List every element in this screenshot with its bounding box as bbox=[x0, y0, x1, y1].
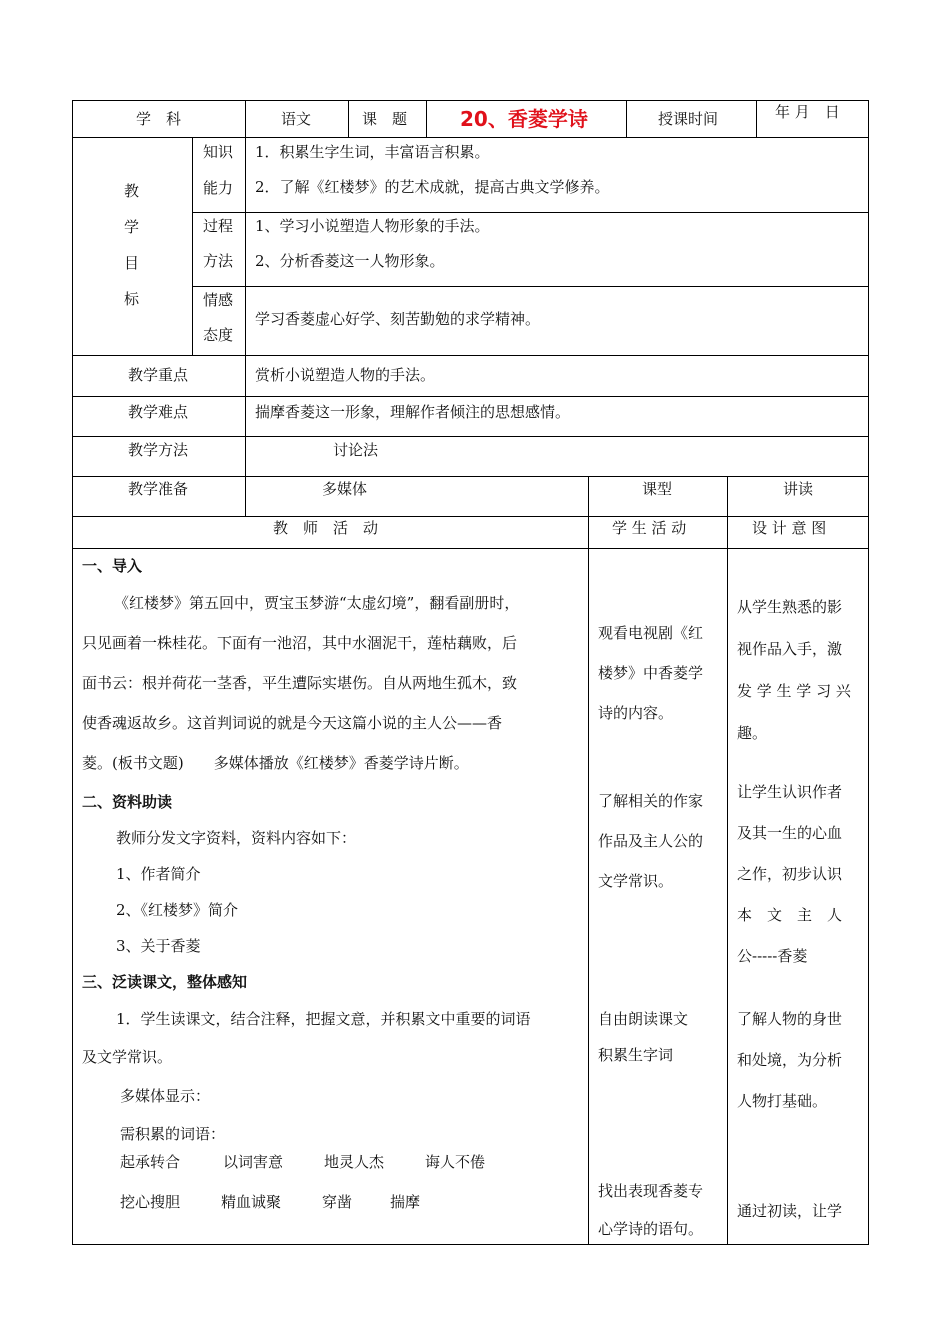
section-1-line: 使香魂返故乡。这首判词说的就是今天这篇小说的主人公——香 bbox=[82, 714, 503, 732]
vocab-word: 揣摩 bbox=[390, 1193, 421, 1211]
prep-label: 教学准备 bbox=[128, 480, 189, 498]
section-3-line: 1．学生读课文，结合注释，把握文意，并积累文中重要的词语 bbox=[116, 1010, 531, 1028]
process-line-2: 2、分析香菱这一人物形象。 bbox=[255, 252, 445, 270]
section-3-title: 三、泛读课文，整体感知 bbox=[82, 973, 248, 991]
objectives-label-2: 学 bbox=[124, 218, 140, 236]
section-1-line: 面书云：根并荷花一茎香，平生遭际实堪伤。自从两地生孤木，致 bbox=[82, 674, 518, 692]
knowledge-line-1: 1．积累生字生词，丰富语言积累。 bbox=[255, 143, 490, 161]
design-line: 从学生熟悉的影 bbox=[737, 598, 843, 616]
difficulty-label: 教学难点 bbox=[128, 403, 189, 421]
vocab-word: 以词害意 bbox=[223, 1153, 284, 1171]
section-2-title: 二、资料助读 bbox=[82, 793, 173, 811]
difficulty-value: 揣摩香菱这一形象，理解作者倾注的思想感情。 bbox=[255, 403, 571, 421]
student-line: 了解相关的作家 bbox=[598, 792, 704, 810]
section-1-title: 一、导入 bbox=[82, 557, 143, 575]
design-line: 视作品入手，激 bbox=[737, 640, 843, 658]
date-placeholder: 年 月 日 bbox=[775, 103, 840, 121]
key-point-value: 赏析小说塑造人物的手法。 bbox=[255, 366, 436, 384]
design-line: 发 学 生 学 习 兴 bbox=[737, 682, 851, 700]
section-3-line: 及文学常识。 bbox=[82, 1048, 173, 1066]
design-intent-header: 设 计 意 图 bbox=[752, 519, 827, 537]
student-line: 观看电视剧《红 bbox=[598, 624, 704, 642]
section-1-line: 菱。(板书文题) 多媒体播放《红楼梦》香菱学诗片断。 bbox=[82, 754, 469, 772]
student-line: 诗的内容。 bbox=[598, 704, 674, 722]
subject-label: 学 科 bbox=[136, 110, 182, 128]
knowledge-line-2: 2．了解《红楼梦》的艺术成就，提高古典文学修养。 bbox=[255, 178, 610, 196]
knowledge-label-2: 能力 bbox=[203, 179, 234, 197]
student-line: 自由朗读课文 bbox=[598, 1010, 689, 1028]
topic-label: 课 题 bbox=[362, 110, 408, 128]
design-line: 及其一生的心血 bbox=[737, 824, 843, 842]
key-point-label: 教学重点 bbox=[128, 366, 189, 384]
vocab-word: 地灵人杰 bbox=[324, 1153, 385, 1171]
design-line: 通过初读，让学 bbox=[737, 1202, 843, 1220]
subject-value: 语文 bbox=[281, 110, 312, 128]
process-label-2: 方法 bbox=[203, 252, 234, 270]
section-2-line: 3、关于香菱 bbox=[116, 937, 201, 955]
vocab-word: 诲人不倦 bbox=[425, 1153, 486, 1171]
knowledge-label-1: 知识 bbox=[203, 143, 234, 161]
process-line-1: 1、学习小说塑造人物形象的手法。 bbox=[255, 217, 490, 235]
design-line: 趣。 bbox=[737, 724, 768, 742]
student-line: 作品及主人公的 bbox=[598, 832, 704, 850]
student-line: 楼梦》中香菱学 bbox=[598, 664, 704, 682]
vocab-word: 挖心搜胆 bbox=[120, 1193, 181, 1211]
vocab-word: 起承转合 bbox=[120, 1153, 181, 1171]
section-3-line: 需积累的词语： bbox=[120, 1125, 226, 1143]
design-line: 了解人物的身世 bbox=[737, 1010, 843, 1028]
vocab-word: 穿凿 bbox=[322, 1193, 353, 1211]
lesson-type-label: 课型 bbox=[642, 480, 673, 498]
emotion-label-2: 态度 bbox=[203, 326, 234, 344]
design-line: 让学生认识作者 bbox=[737, 783, 843, 801]
design-line: 公-----香菱 bbox=[737, 947, 808, 965]
section-2-line: 1、作者简介 bbox=[116, 865, 201, 883]
section-1-line: 《红楼梦》第五回中，贾宝玉梦游“太虚幻境”，翻看副册时， bbox=[114, 594, 520, 612]
student-line: 文学常识。 bbox=[598, 872, 674, 890]
objectives-label-1: 教 bbox=[124, 182, 140, 200]
student-line: 心学诗的语句。 bbox=[598, 1220, 704, 1238]
objectives-label-4: 标 bbox=[124, 290, 140, 308]
method-value: 讨论法 bbox=[333, 441, 379, 459]
design-line: 和处境，为分析 bbox=[737, 1051, 843, 1069]
section-2-line: 教师分发文字资料，资料内容如下： bbox=[116, 829, 357, 847]
lesson-title: 20、香菱学诗 bbox=[460, 107, 588, 131]
lesson-type-value: 讲读 bbox=[783, 480, 814, 498]
section-2-line: 2、《红楼梦》简介 bbox=[116, 901, 239, 919]
emotion-label-1: 情感 bbox=[203, 291, 234, 309]
process-label-1: 过程 bbox=[203, 217, 234, 235]
design-line: 本 文 主 人 bbox=[737, 906, 843, 924]
prep-value: 多媒体 bbox=[322, 480, 368, 498]
design-line: 人物打基础。 bbox=[737, 1092, 828, 1110]
method-label: 教学方法 bbox=[128, 441, 189, 459]
emotion-line-1: 学习香菱虚心好学、刻苦勤勉的求学精神。 bbox=[255, 310, 541, 328]
vocab-word: 精血诚聚 bbox=[221, 1193, 282, 1211]
student-activity-header: 学 生 活 动 bbox=[612, 519, 687, 537]
time-label: 授课时间 bbox=[658, 110, 719, 128]
teacher-activity-header: 教 师 活 动 bbox=[273, 519, 379, 537]
student-line: 找出表现香菱专 bbox=[598, 1182, 704, 1200]
section-3-line: 多媒体显示： bbox=[120, 1087, 211, 1105]
student-line: 积累生字词 bbox=[598, 1046, 674, 1064]
design-line: 之作，初步认识 bbox=[737, 865, 843, 883]
section-1-line: 只见画着一株桂花。下面有一池沼，其中水涸泥干，莲枯藕败，后 bbox=[82, 634, 518, 652]
objectives-label-3: 目 bbox=[124, 254, 140, 272]
